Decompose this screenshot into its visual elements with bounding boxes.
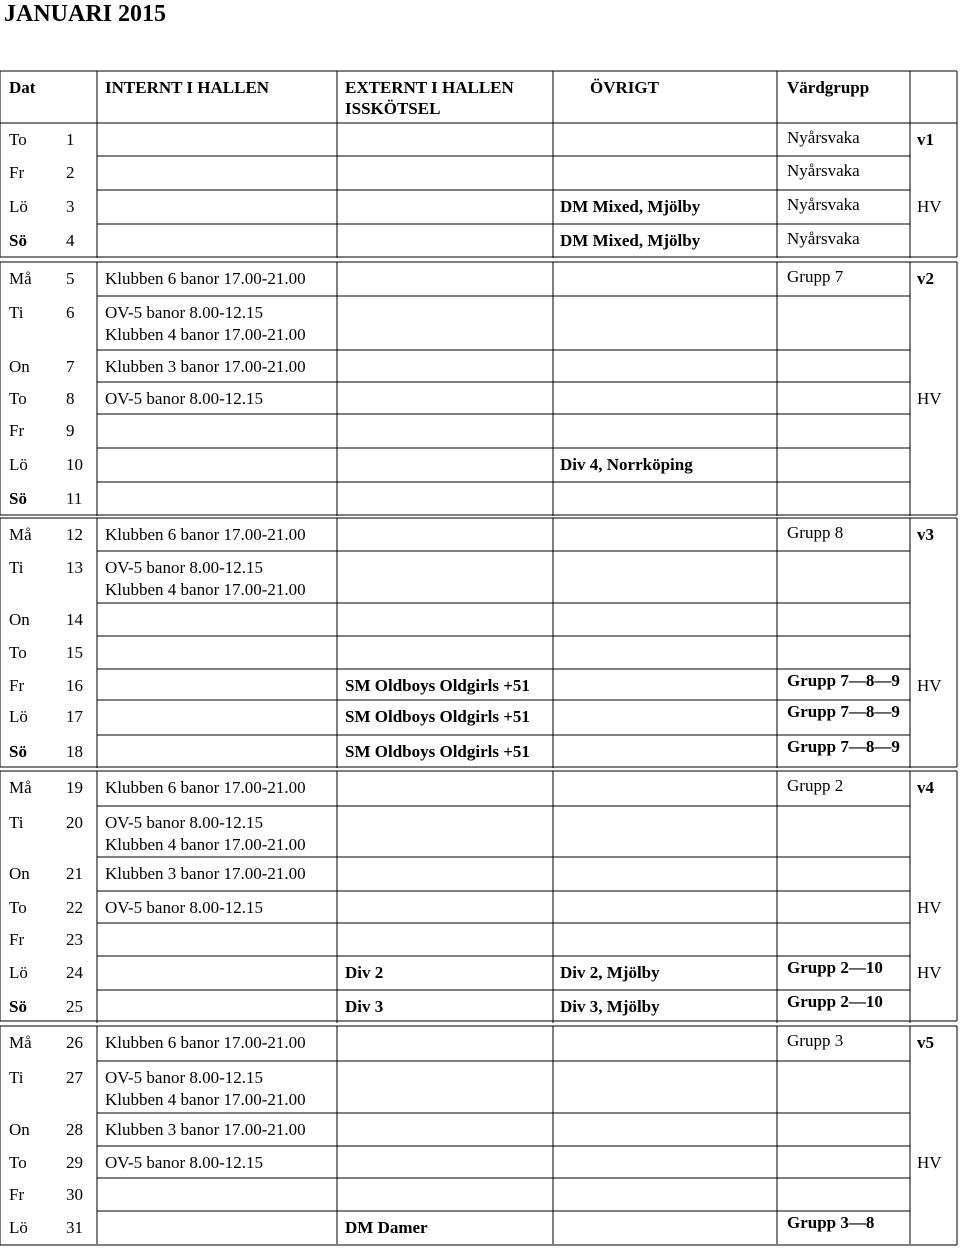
- row-date: 12: [66, 525, 83, 544]
- page-title: JANUARI 2015: [4, 1, 166, 27]
- row-vardgrupp: Grupp 8: [787, 523, 844, 542]
- row-day: Lö: [9, 707, 28, 726]
- row-day: Lö: [9, 1218, 28, 1237]
- header-externt: EXTERNT I HALLEN: [345, 78, 514, 97]
- row-date: 28: [66, 1120, 83, 1139]
- row-date: 21: [66, 864, 83, 883]
- row-week: HV: [917, 1153, 942, 1172]
- row-internt: OV-5 banor 8.00-12.15: [105, 1153, 264, 1172]
- row-day: Sö: [9, 742, 27, 761]
- row-date: 19: [66, 778, 83, 797]
- row-vardgrupp: Nyårsvaka: [787, 195, 860, 214]
- row-date: 10: [66, 455, 83, 474]
- row-day: Må: [9, 269, 32, 288]
- row-vardgrupp: Grupp 3: [787, 1031, 844, 1050]
- row-date: 23: [66, 930, 83, 949]
- row-externt: SM Oldboys Oldgirls +51: [345, 676, 530, 695]
- row-vardgrupp: Grupp 7—8—9: [787, 671, 900, 690]
- row-date: 18: [66, 742, 83, 761]
- row-day: On: [9, 864, 30, 883]
- row-day: To: [9, 130, 27, 149]
- row-vardgrupp: Grupp 2: [787, 776, 844, 795]
- row-date: 15: [66, 643, 83, 662]
- row-date: 14: [66, 610, 83, 629]
- row-internt: OV-5 banor 8.00-12.15: [105, 813, 264, 832]
- row-day: Fr: [9, 163, 25, 182]
- row-date: 29: [66, 1153, 83, 1172]
- row-date: 27: [66, 1068, 83, 1087]
- row-date: 16: [66, 676, 83, 695]
- row-date: 7: [66, 357, 75, 376]
- row-date: 5: [66, 269, 75, 288]
- row-week: HV: [917, 197, 942, 216]
- row-date: 6: [66, 303, 75, 322]
- row-date: 22: [66, 898, 83, 917]
- row-week: v1: [917, 130, 934, 149]
- row-date: 24: [66, 963, 83, 982]
- header-internt: INTERNT I HALLEN: [105, 78, 270, 97]
- row-vardgrupp: Nyårsvaka: [787, 229, 860, 248]
- row-vardgrupp: Grupp 2—10: [787, 992, 883, 1011]
- row-week: v4: [917, 778, 934, 797]
- row-internt: Klubben 6 banor 17.00-21.00: [105, 1033, 306, 1052]
- row-date: 17: [66, 707, 83, 726]
- row-internt-line2: Klubben 4 banor 17.00-21.00: [105, 325, 306, 344]
- row-day: Lö: [9, 197, 28, 216]
- row-date: 2: [66, 163, 75, 182]
- row-internt: Klubben 3 banor 17.00-21.00: [105, 864, 306, 883]
- row-day: Må: [9, 778, 32, 797]
- row-internt: Klubben 6 banor 17.00-21.00: [105, 525, 306, 544]
- row-externt: Div 2: [345, 963, 384, 982]
- row-vardgrupp: Grupp 3—8: [787, 1213, 875, 1232]
- row-week: HV: [917, 389, 942, 408]
- row-date: 31: [66, 1218, 83, 1237]
- row-day: Ti: [9, 558, 24, 577]
- row-externt: SM Oldboys Oldgirls +51: [345, 707, 530, 726]
- row-day: To: [9, 1153, 27, 1172]
- row-date: 4: [66, 231, 75, 250]
- row-day: To: [9, 898, 27, 917]
- row-vardgrupp: Grupp 2—10: [787, 958, 883, 977]
- row-day: Sö: [9, 997, 27, 1016]
- row-externt: SM Oldboys Oldgirls +51: [345, 742, 530, 761]
- row-internt: OV-5 banor 8.00-12.15: [105, 558, 264, 577]
- row-day: To: [9, 643, 27, 662]
- row-date: 11: [66, 489, 83, 508]
- row-ovrigt: Div 2, Mjölby: [560, 963, 660, 982]
- row-ovrigt: DM Mixed, Mjölby: [560, 231, 701, 250]
- row-week: v3: [917, 525, 934, 544]
- row-internt-line2: Klubben 4 banor 17.00-21.00: [105, 835, 306, 854]
- row-day: Lö: [9, 963, 28, 982]
- row-day: Ti: [9, 813, 24, 832]
- header-isskotsel: ISSKÖTSEL: [345, 99, 441, 118]
- row-date: 1: [66, 130, 75, 149]
- row-week: HV: [917, 898, 942, 917]
- row-vardgrupp: Grupp 7: [787, 267, 844, 286]
- row-day: Lö: [9, 455, 28, 474]
- row-day: On: [9, 610, 30, 629]
- row-internt: OV-5 banor 8.00-12.15: [105, 303, 264, 322]
- row-date: 25: [66, 997, 83, 1016]
- header-dat: Dat: [9, 78, 36, 97]
- row-date: 3: [66, 197, 75, 216]
- row-day: On: [9, 357, 30, 376]
- row-internt: OV-5 banor 8.00-12.15: [105, 1068, 264, 1087]
- header-vardgrupp: Värdgrupp: [787, 78, 870, 97]
- row-date: 26: [66, 1033, 83, 1052]
- row-ovrigt: Div 3, Mjölby: [560, 997, 660, 1016]
- row-vardgrupp: Grupp 7—8—9: [787, 737, 900, 756]
- row-vardgrupp: Grupp 7—8—9: [787, 702, 900, 721]
- row-day: Må: [9, 525, 32, 544]
- row-date: 30: [66, 1185, 83, 1204]
- row-date: 13: [66, 558, 83, 577]
- row-day: Fr: [9, 676, 25, 695]
- row-day: Sö: [9, 231, 27, 250]
- row-day: Ti: [9, 1068, 24, 1087]
- row-internt: Klubben 6 banor 17.00-21.00: [105, 778, 306, 797]
- row-internt: OV-5 banor 8.00-12.15: [105, 389, 264, 408]
- row-day: Fr: [9, 930, 25, 949]
- row-internt-line2: Klubben 4 banor 17.00-21.00: [105, 580, 306, 599]
- row-internt: Klubben 3 banor 17.00-21.00: [105, 1120, 306, 1139]
- row-day: Fr: [9, 421, 25, 440]
- row-externt: DM Damer: [345, 1218, 428, 1237]
- row-vardgrupp: Nyårsvaka: [787, 161, 860, 180]
- row-week: v2: [917, 269, 934, 288]
- row-day: Fr: [9, 1185, 25, 1204]
- row-internt: OV-5 banor 8.00-12.15: [105, 898, 264, 917]
- row-week: v5: [917, 1033, 934, 1052]
- row-day: Må: [9, 1033, 32, 1052]
- row-internt: Klubben 3 banor 17.00-21.00: [105, 357, 306, 376]
- row-internt-line2: Klubben 4 banor 17.00-21.00: [105, 1090, 306, 1109]
- row-day: Sö: [9, 489, 27, 508]
- row-week: HV: [917, 963, 942, 982]
- row-date: 20: [66, 813, 83, 832]
- row-date: 8: [66, 389, 75, 408]
- row-externt: Div 3: [345, 997, 384, 1016]
- row-ovrigt: Div 4, Norrköping: [560, 455, 693, 474]
- row-day: On: [9, 1120, 30, 1139]
- row-day: Ti: [9, 303, 24, 322]
- row-week: HV: [917, 676, 942, 695]
- row-date: 9: [66, 421, 75, 440]
- row-day: To: [9, 389, 27, 408]
- row-vardgrupp: Nyårsvaka: [787, 128, 860, 147]
- header-ovrigt: ÖVRIGT: [590, 78, 659, 97]
- row-ovrigt: DM Mixed, Mjölby: [560, 197, 701, 216]
- row-internt: Klubben 6 banor 17.00-21.00: [105, 269, 306, 288]
